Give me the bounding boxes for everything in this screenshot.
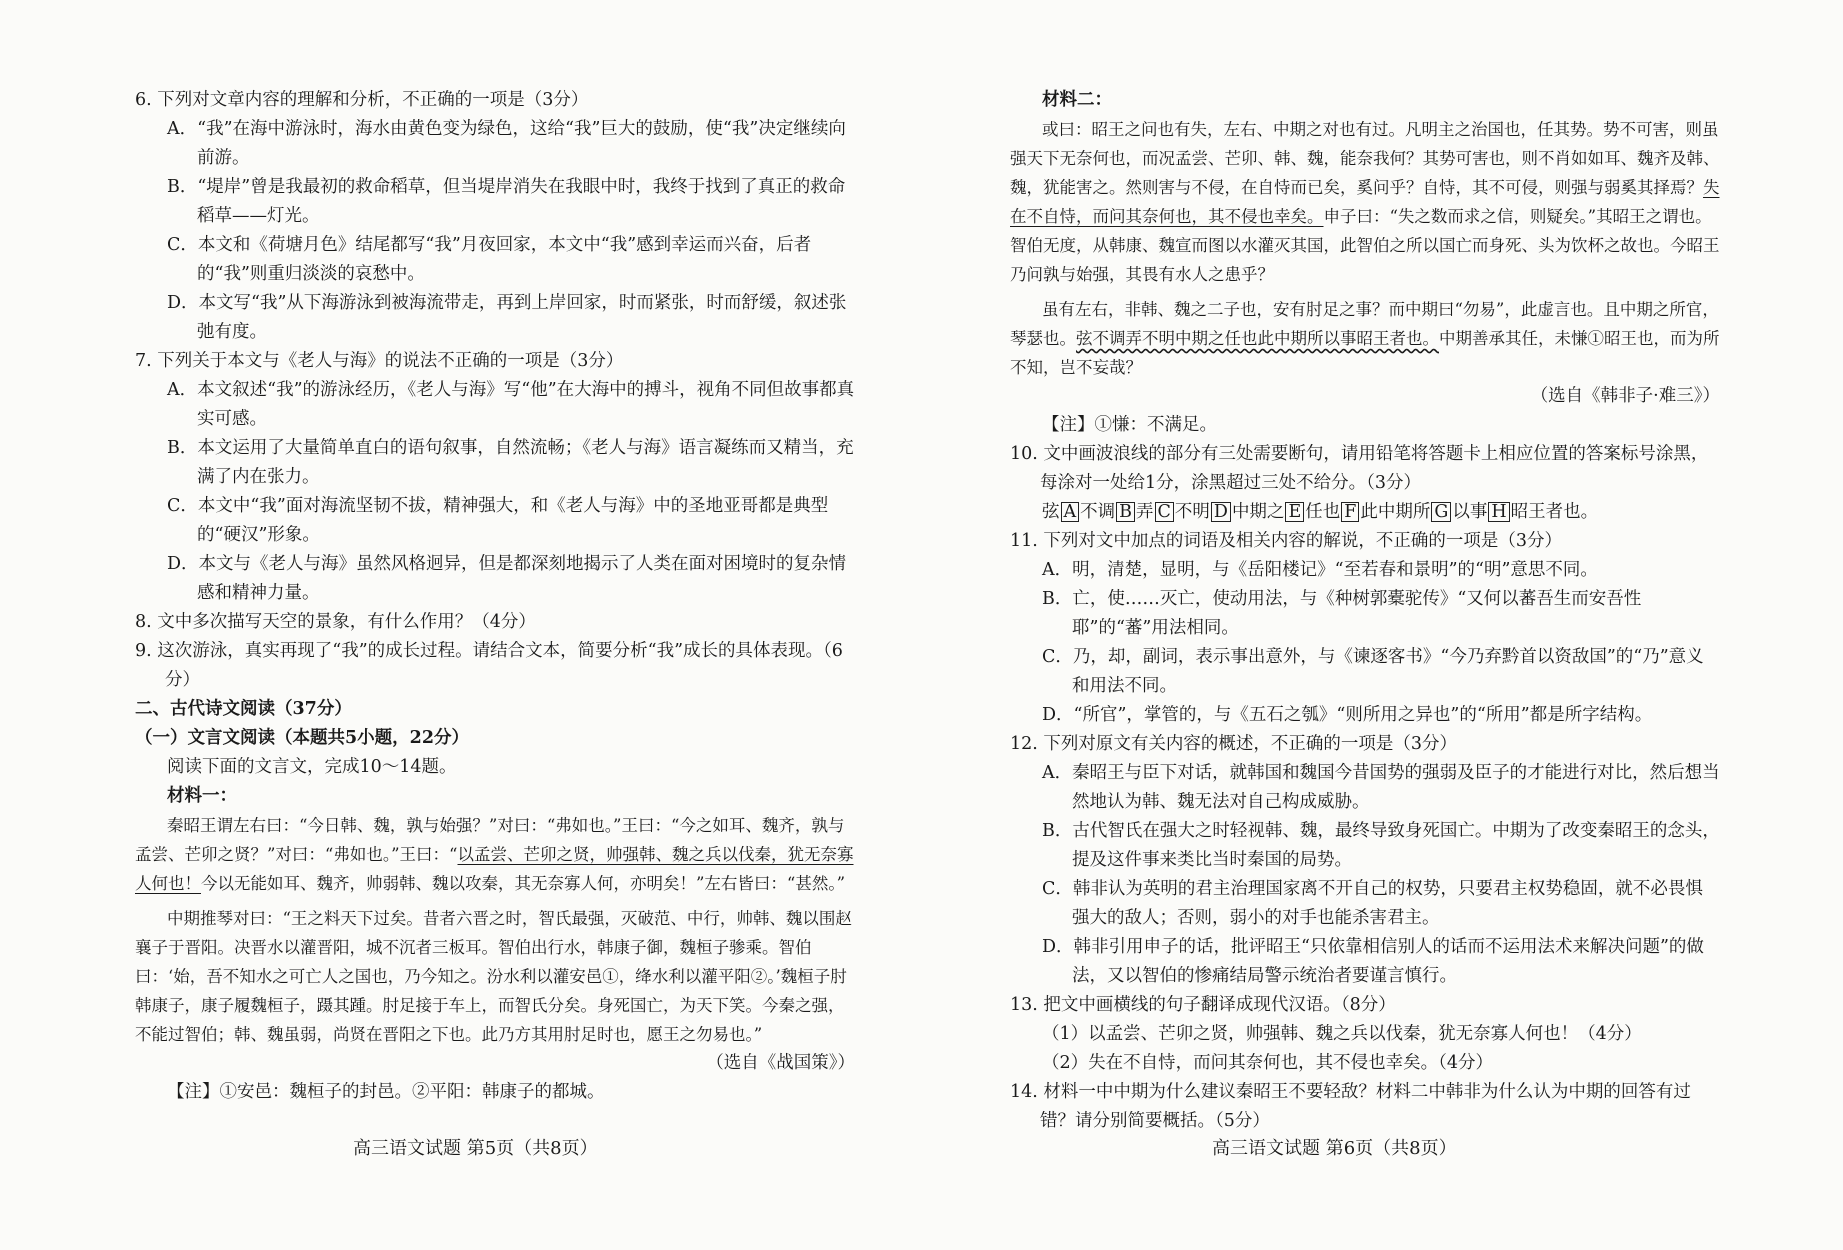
section-2-heading: 二、古代诗文阅读（37分）	[135, 699, 352, 719]
left-page	[135, 86, 855, 1107]
question-11-stem: 11. 下列对文中加点的词语及相关内容的解说，不正确的一项是（3分）	[1010, 531, 1563, 551]
reading-instruction: 阅读下面的文言文，完成10～14题。	[167, 757, 457, 777]
material-1-paragraph-2: 中期推琴对曰：“王之料天下过矣。昔者六晋之时，智氏最强，灭破范、中行，帅韩、魏以围赵襄子于晋阳。决晋水以灌晋阳，城不沉者三板耳。智伯出行水，韩康子御，魏桓子骖乘。智伯曰：‘始，吾不知水之可亡人之国也，乃今知之。汾水利以灌安邑①，绛水利以灌平阳②。’魏桓子肘韩康子，康子履魏桓子，蹑其踵。肘足接于车上，而智氏分矣。身死国亡，为天下笑。今秦之强，不能过智伯；韩、魏虽弱，尚贤在晋阳之下也。此乃方其用肘足时也，愿王之勿易也。”	[135, 909, 852, 1044]
question-11-option-a: A．明，清楚，显明，与《岳阳楼记》“至若春和景明”的“明”意思不同。	[1042, 560, 1598, 580]
question-7-option-a: A．本文叙述“我”的游泳经历，《老人与海》写“他”在大海中的搏斗，视角不同但故事都真实可感。	[167, 380, 855, 429]
note-1: 【注】①安邑：魏桓子的封邑。②平阳：韩康子的都城。	[167, 1082, 605, 1102]
right-page	[1010, 86, 1720, 1136]
question-7-stem: 7. 下列关于本文与《老人与海》的说法不正确的一项是（3分）	[135, 351, 624, 371]
question-9: 9. 这次游泳，真实再现了“我”的成长过程。请结合文本，简要分析“我”成长的具体表现。（6分）	[135, 641, 843, 690]
underlined-sentence-1: 以孟尝、芒卯之贤，帅强韩、魏之兵以伐秦，犹无奈寡人何也！	[135, 845, 854, 893]
break-option-c: C	[1155, 502, 1174, 522]
break-option-f: F	[1341, 502, 1359, 522]
wavy-underlined-sentence: 弦不调弄不明中期之任也此中期所以事昭王者也。	[1076, 329, 1439, 348]
break-option-h: H	[1488, 502, 1509, 522]
question-12-option-b: B．古代智氏在强大之时轻视韩、魏，最终导致身死国亡。中期为了改变秦昭王的念头，提及这件事来类比当时秦国的局势。	[1042, 821, 1720, 870]
question-6-option-d: D．本文写“我”从下海游泳到被海流带走，再到上岸回家，时而紧张，时而舒缓，叙述张弛有度。	[167, 293, 847, 342]
material-1-text-cont: 今以无能如耳、魏齐，帅弱韩、魏以攻秦，其无奈寡人何，亦明矣！”左右皆曰：“甚然。”	[201, 874, 846, 893]
break-option-b: B	[1116, 502, 1135, 522]
break-text: 任也	[1305, 502, 1341, 522]
question-8: 8. 文中多次描写天空的景象，有什么作用？（4分）	[135, 612, 536, 632]
question-10-break-line	[1010, 498, 1720, 527]
material-2-text-3: 中期善承其任，未慊①昭王也，而为所不知，岂不妄哉？	[1010, 329, 1720, 377]
question-12-stem: 12. 下列对原文有关内容的概述，不正确的一项是（3分）	[1010, 734, 1458, 754]
question-11-option-b: B．亡，使……灭亡，使动用法，与《种树郭橐驼传》“又何以蕃吾生而安吾性耶”的“蕃”用法相同。	[1042, 589, 1642, 638]
break-text: 此中期所	[1360, 502, 1431, 522]
question-7-option-c: C．本文中“我”面对海流坚韧不拔，精神强大，和《老人与海》中的圣地亚哥都是典型的“硬汉”形象。	[167, 496, 829, 545]
break-text: 弦	[1042, 502, 1060, 522]
question-11-option-c: C．乃，却，副词，表示事出意外，与《谏逐客书》“今乃弃黔首以资敌国”的“乃”意义和用法不同。	[1042, 647, 1704, 696]
material-2-title: 材料二：	[1042, 90, 1112, 110]
question-6-stem: 6. 下列对文章内容的理解和分析，不正确的一项是（3分）	[135, 90, 589, 110]
question-10-stem: 10. 文中画波浪线的部分有三处需要断句，请用铅笔将答题卡上相应位置的答案标号涂黑，每涂对一处给1分，涂黑超过三处不给分。（3分）	[1010, 444, 1709, 493]
question-11-option-d: D．“所官”，掌管的，与《五石之瓠》“则所用之异也”的“所用”都是所字结构。	[1042, 705, 1653, 725]
question-6-option-c: C．本文和《荷塘月色》结尾都写“我”月夜回家，本文中“我”感到幸运而兴奋，后者的“我”则重归淡淡的哀愁中。	[167, 235, 812, 284]
source-1: （选自《战国策》）	[706, 1053, 855, 1073]
question-7-option-b: B．本文运用了大量简单直白的语句叙事，自然流畅；《老人与海》语言凝练而又精当，充满了内在张力。	[167, 438, 854, 487]
question-13-stem: 13. 把文中画横线的句子翻译成现代汉语。（8分）	[1010, 995, 1396, 1015]
question-7-option-d: D．本文与《老人与海》虽然风格迥异，但是都深刻地揭示了人类在面对困境时的复杂情感和精神力量。	[167, 554, 847, 603]
underlined-sentence-2: 失在不自恃，而问其奈何也，其不侵也幸矣。	[1010, 178, 1720, 226]
page-footer-left: 高三语文试题 第5页（共8页）	[353, 1138, 598, 1159]
page-footer-right: 高三语文试题 第6页（共8页）	[1212, 1138, 1457, 1159]
source-2: （选自《韩非子·难三》）	[1530, 386, 1720, 406]
material-2-text-cont: 申子曰：“失之数而求之信，则疑矣。”其昭王之谓也。智伯无度，从韩康、魏宣而图以水灌灭其国，此智伯之所以国亡而身死、头为饮杯之故也。今昭王乃问孰与始强，其畏有水人之患乎？	[1010, 207, 1720, 284]
break-text: 以事	[1452, 502, 1488, 522]
break-option-d: D	[1211, 502, 1231, 522]
question-13-sentence-1: （1）以孟尝、芒卯之贤，帅强韩、魏之兵以伐秦，犹无奈寡人何也！（4分）	[1042, 1024, 1642, 1044]
subsection-1-heading: （一）文言文阅读（本题共5小题，22分）	[135, 728, 470, 748]
material-2-paragraph-1	[1010, 115, 1720, 289]
material-2-paragraph-2	[1010, 295, 1720, 382]
break-option-g: G	[1431, 502, 1451, 522]
question-6-option-a: A．“我”在海中游泳时，海水由黄色变为绿色，这给“我”巨大的鼓励，使“我”决定继续向前游。	[167, 119, 846, 168]
question-12-option-c: C．韩非认为英明的君主治理国家离不开自己的权势，只要君主权势稳固，就不必畏惧强大的敌人；否则，弱小的对手也能杀害君主。	[1042, 879, 1703, 928]
break-option-e: E	[1285, 502, 1304, 522]
question-14: 14. 材料一中中期为什么建议秦昭王不要轻敌？材料二中韩非为什么认为中期的回答有过错？请分别简要概括。（5分）	[1010, 1082, 1691, 1131]
material-2-text: 或曰：昭王之问也有失，左右、中期之对也有过。凡明主之治国也，任其势。势不可害，则虽强天下无奈何也，而况孟尝、芒卯、韩、魏，能奈我何？其势可害也，则不肖如如耳、魏齐及韩、魏，犹能害之。然则害与不侵，在自恃而已矣，奚问乎？自恃，其不可侵，则强与弱奚其择焉？	[1010, 120, 1720, 197]
question-13-sentence-2: （2）失在不自恃，而问其奈何也，其不侵也幸矣。（4分）	[1042, 1053, 1494, 1073]
question-12-option-a: A．秦昭王与臣下对话，就韩国和魏国今昔国势的强弱及臣子的才能进行对比，然后想当然地认为韩、魏无法对自己构成威胁。	[1042, 763, 1720, 812]
break-text: 弄	[1136, 502, 1154, 522]
break-option-a: A	[1061, 502, 1080, 522]
note-2: 【注】①慊：不满足。	[1042, 415, 1217, 435]
break-text: 不明	[1174, 502, 1210, 522]
material-1-title: 材料一：	[167, 786, 237, 806]
break-text: 中期之	[1231, 502, 1285, 522]
material-2-text-2: 虽有左右，非韩、魏之二子也，安有肘足之事？而中期曰“勿易”，此虚言也。且中期之所官，琴瑟也。	[1010, 300, 1719, 348]
question-6-option-b: B．“堤岸”曾是我最初的救命稻草，但当堤岸消失在我眼中时，我终于找到了真正的救命稻草——灯光。	[167, 177, 846, 226]
question-12-option-d: D．韩非引用申子的话，批评昭王“只依靠相信别人的话而不运用法术来解决问题”的做法，又以智伯的惨痛结局警示统治者要谨言慎行。	[1042, 937, 1704, 986]
break-text: 不调	[1080, 502, 1116, 522]
break-text: 昭王者也。	[1510, 502, 1599, 522]
material-1-paragraph-1	[135, 811, 855, 898]
material-1-text: 秦昭王谓左右曰：“今日韩、魏，孰与始强？”对曰：“弗如也。”王曰：“今之如耳、魏齐，孰与孟尝、芒卯之贤？”对曰：“弗如也。”王曰：“	[135, 816, 845, 864]
